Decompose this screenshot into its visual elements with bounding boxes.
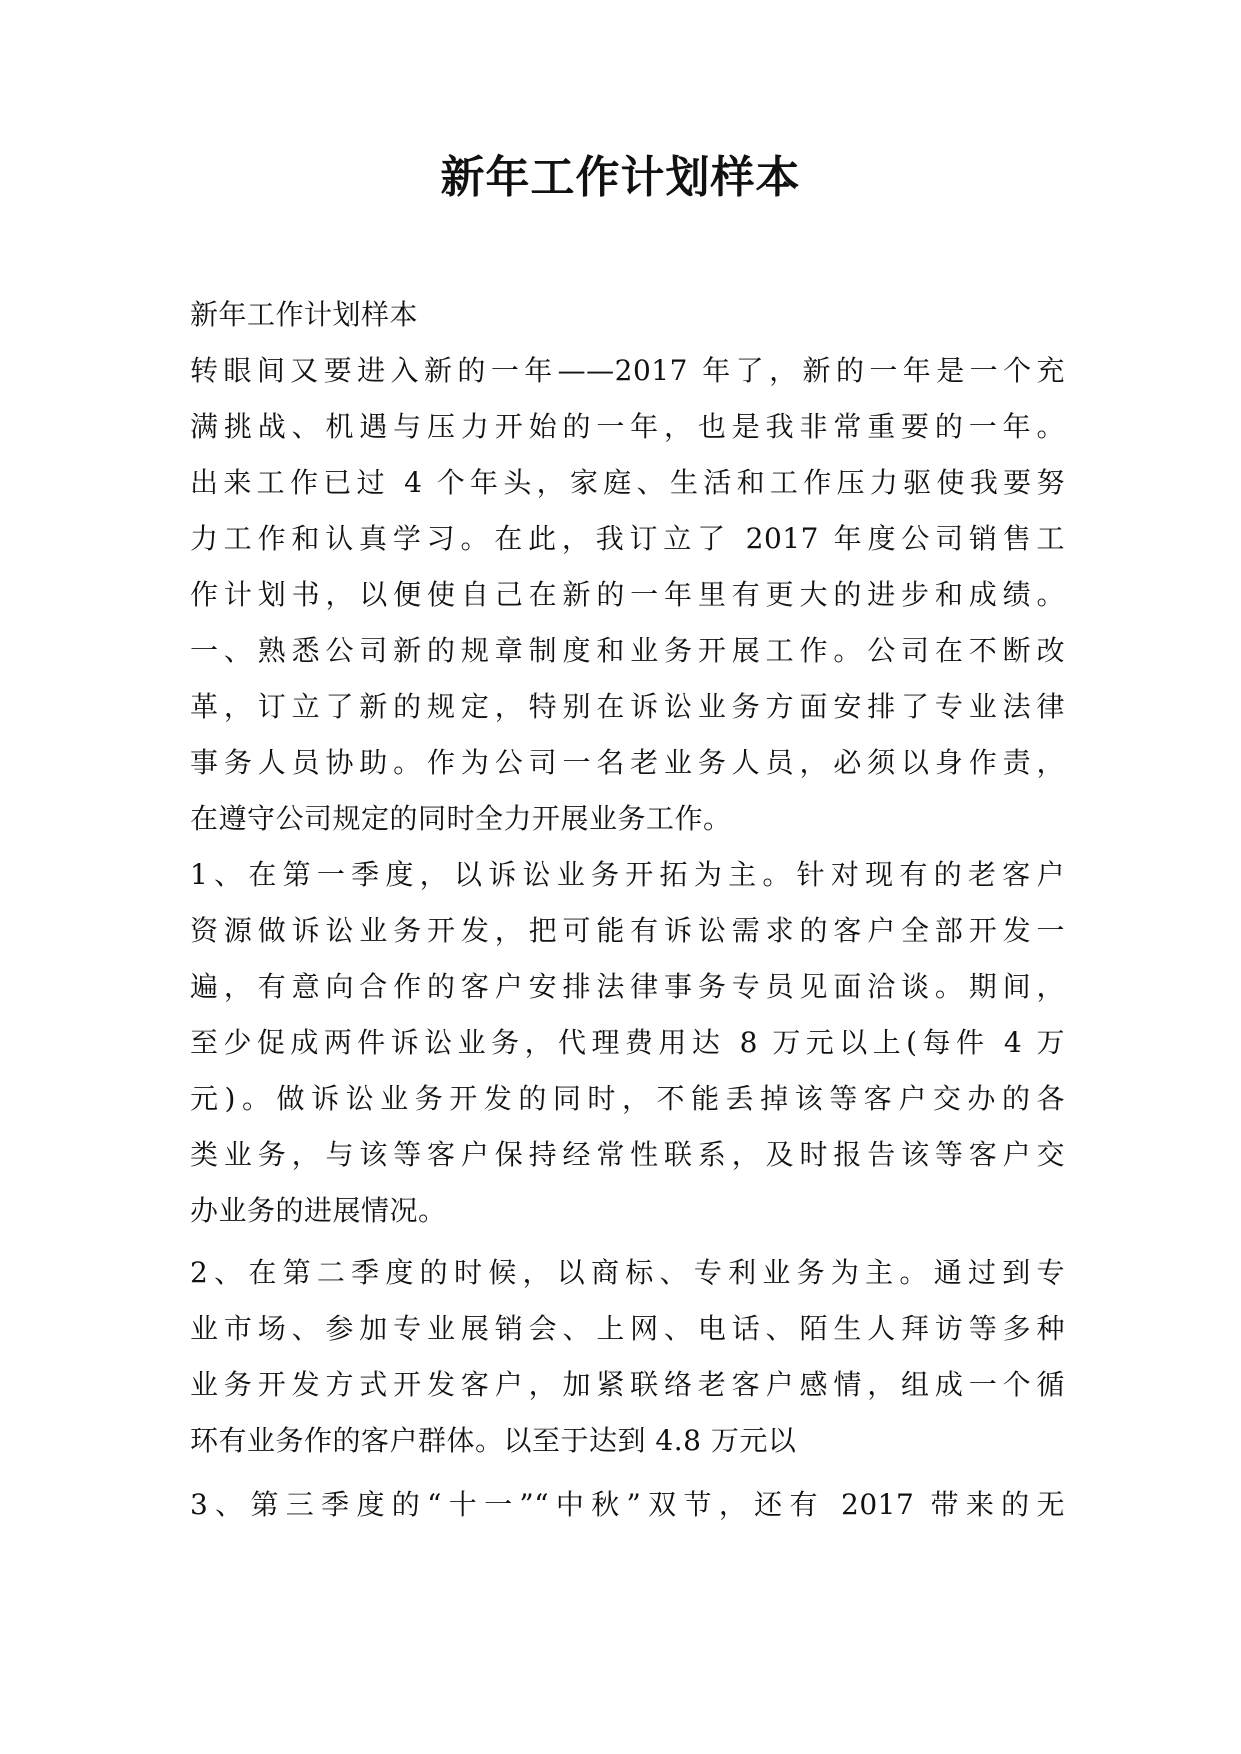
- body-line: 办业务的进展情况。: [190, 1194, 447, 1227]
- body-line: 3、第三季度的“十一”“中秋”双节，还有 2017 带来的无: [190, 1488, 1065, 1521]
- document-body: [190, 287, 1065, 1533]
- body-line: 业市场、参加专业展销会、上网、电话、陌生人拜访等多种: [190, 1312, 1065, 1345]
- body-line: 力工作和认真学习。在此，我订立了 2017 年度公司销售工: [190, 522, 1065, 555]
- body-line: 出来工作已过 4 个年头，家庭、生活和工作压力驱使我要努: [190, 466, 1065, 499]
- body-line: 转眼间又要进入新的一年——2017 年了，新的一年是一个充: [190, 354, 1065, 387]
- body-line: 革，订立了新的规定，特别在诉讼业务方面安排了专业法律: [190, 690, 1065, 723]
- body-line: 类业务，与该等客户保持经常性联系，及时报告该等客户交: [190, 1138, 1065, 1171]
- body-line: 遍，有意向合作的客户安排法律事务专员见面洽谈。期间，: [190, 970, 1065, 1003]
- body-line: 1、在第一季度，以诉讼业务开拓为主。针对现有的老客户: [190, 858, 1065, 891]
- body-line: 2、在第二季度的时候，以商标、专利业务为主。通过到专: [190, 1256, 1065, 1289]
- body-line: 环有业务作的客户群体。以至于达到 4.8 万元以: [190, 1424, 797, 1457]
- body-line: 元)。做诉讼业务开发的同时，不能丢掉该等客户交办的各: [190, 1082, 1065, 1115]
- body-line: 作计划书，以便使自己在新的一年里有更大的进步和成绩。: [190, 578, 1065, 611]
- body-line: 资源做诉讼业务开发，把可能有诉讼需求的客户全部开发一: [190, 914, 1065, 947]
- body-line: 满挑战、机遇与压力开始的一年，也是我非常重要的一年。: [190, 410, 1065, 443]
- body-line: 一、熟悉公司新的规章制度和业务开展工作。公司在不断改: [190, 634, 1065, 667]
- document-title: 新年工作计划样本: [440, 152, 801, 203]
- body-line: 在遵守公司规定的同时全力开展业务工作。: [190, 802, 732, 835]
- body-line: 新年工作计划样本: [190, 298, 419, 331]
- body-line: 业务开发方式开发客户，加紧联络老客户感情，组成一个循: [190, 1368, 1065, 1401]
- body-line: 至少促成两件诉讼业务，代理费用达 8 万元以上(每件 4 万: [190, 1026, 1065, 1059]
- body-line: 事务人员协助。作为公司一名老业务人员，必须以身作责，: [190, 746, 1065, 779]
